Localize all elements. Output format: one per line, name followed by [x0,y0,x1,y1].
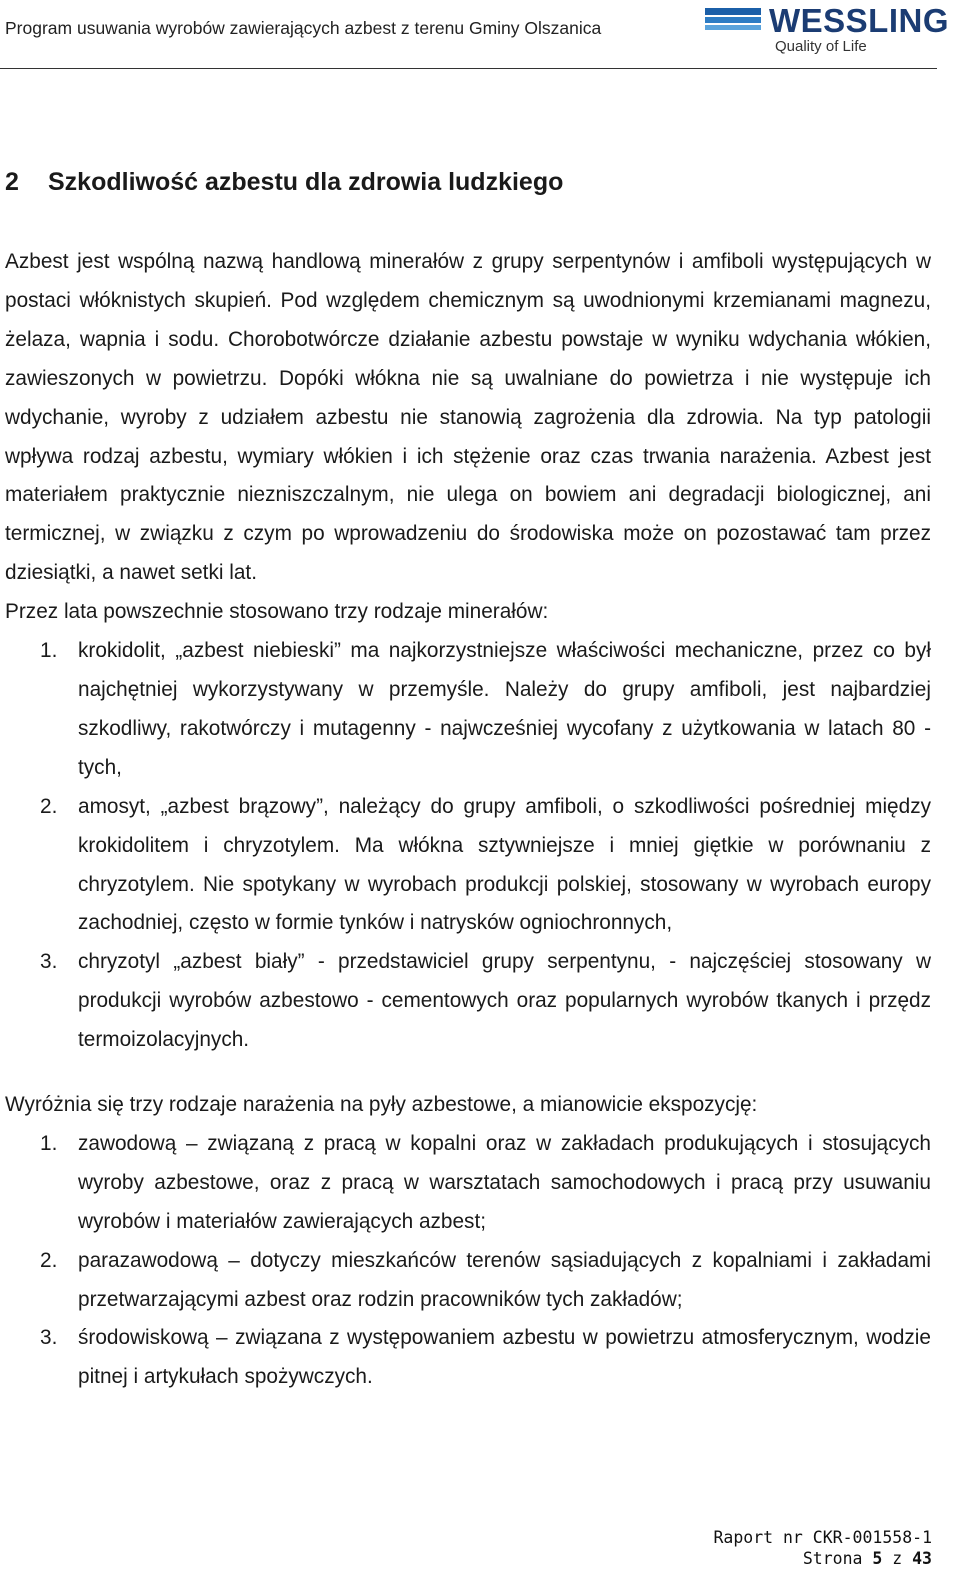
document-body [5,243,931,1397]
minerals-intro: Przez lata powszechnie stosowano trzy rodzaje minerałów: [5,600,549,624]
list-item [5,788,931,944]
list-item [5,1242,931,1320]
list-item [5,1319,931,1397]
section-heading [5,168,563,197]
section-number: 2 [5,168,19,196]
list-text: środowiskową – związana z występowaniem azbestu w powietrzu atmosferycznym, wodzie pitnej i artykułach spożywczych. [78,1326,931,1389]
logo-tagline: Quality of Life [775,38,867,55]
list-number: 3. [40,1326,58,1350]
page-separator: z [892,1549,903,1568]
document-title: Program usuwania wyrobów zawierających azbest z terenu Gminy Olszanica [5,18,602,38]
page-indicator [713,1548,932,1569]
section-title: Szkodliwość azbestu dla zdrowia ludzkiego [48,168,564,196]
page-current: 5 [872,1549,883,1568]
page-footer [713,1527,932,1569]
list-number: 2. [40,1248,58,1272]
intro-paragraph: Azbest jest wspólną nazwą handlową minerałów z grupy serpentynów i amfiboli występujących w postaci włóknistych skupień. Pod względem chemicznym są uwodnionymi krzemianami magnezu, żelaza, wapnia i sodu. Chorobotwórcze działanie azbestu powstaje w wyniku wdychania włókien, zawieszonych w powietrzu. Dopóki włókna nie są uwalniane do powietrza i nie występuje ich wdychanie, wyroby z udziałem azbestu nie stanowią zagrożenia dla zdrowia. Na typ patologii wpływa rodzaj azbestu, wymiary włókien i ich stężenie oraz czas trwania narażenia. Azbest jest materiałem praktycznie niezniszczalnym, nie ulega on bowiem ani degradacji biologicznej, ani termicznej, w związku z czym po wprowadzeniu do środowiska może on pozostawać tam przez dziesiątki, a nawet setki lat. [5,250,931,585]
exposure-list [5,1125,931,1397]
page-header [0,0,950,69]
list-number: 1. [40,1131,58,1155]
list-text: amosyt, „azbest brązowy”, należący do grupy amfiboli, o szkodliwości pośredniej między krokidolitem i chryzotylem. Ma włókna sztywniejsze i mniej giętkie w porównaniu z chryzotylem. Nie spotykany w wyrobach produkcji polskiej, stosowany w wyrobach europy zachodniej, często w formie tynków i natrysków ogniochronnych, [78,794,931,935]
page-total: 43 [912,1549,932,1568]
list-text: parazawodową – dotyczy mieszkańców terenów sąsiadujących z kopalniami i zakładami przetwarzającymi azbest oraz rodzin pracowników tych zakładów; [78,1248,931,1311]
report-number: Raport nr CKR-001558-1 [713,1528,932,1547]
list-text: chryzotyl „azbest biały” - przedstawiciel grupy serpentynu, - najczęściej stosowany w produkcji wyrobów azbestowo - cementowych oraz popularnych wyrobów tkanych i przędz termoizolacyjnych. [78,950,931,1052]
wessling-logo [705,2,950,60]
list-text: zawodową – związaną z pracą w kopalni oraz w zakładach produkujących i stosujących wyroby azbestowe, oraz z pracą w warsztatach samochodowych i pracą przy usuwaniu wyrobów i materiałów zawierających azbest; [78,1131,931,1233]
list-item [5,943,931,1060]
list-item [5,1125,931,1242]
wessling-wave-icon [705,8,761,32]
list-item [5,632,931,788]
exposure-intro: Wyróżnia się trzy rodzaje narażenia na pyły azbestowe, a mianowicie ekspozycję: [5,1093,758,1117]
list-number: 2. [40,794,58,818]
list-text: krokidolit, „azbest niebieski” ma najkorzystniejsze właściwości mechaniczne, przez co był najchętniej wykorzystywany w przemyśle. Należy do grupy amfiboli, jest najbardziej szkodliwy, rakotwórczy i mutagenny - najwcześniej wycofany z użytkowania w latach 80 - tych, [78,639,931,779]
logo-wordmark: WESSLING [769,2,950,39]
page-label: Strona [802,1549,863,1568]
list-number: 3. [40,950,58,974]
minerals-list [5,632,931,1060]
list-number: 1. [40,639,58,663]
